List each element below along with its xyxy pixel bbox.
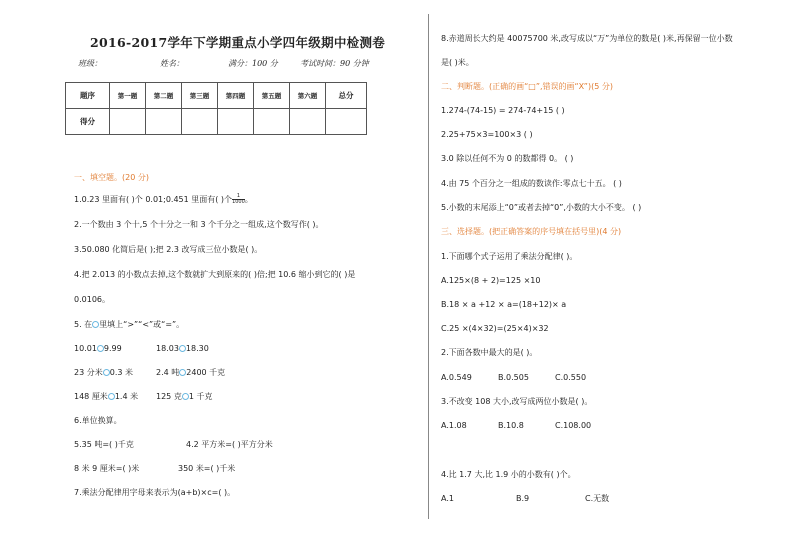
page-title: 2016-2017学年下学期重点小学四年级期中检测卷 xyxy=(90,35,386,50)
judge-item: 4.由 75 个百分之一组成的数读作:零点七十五。 ( ) xyxy=(441,179,622,188)
compare-right: 2400 千克 xyxy=(186,368,226,377)
table-cell: 得分 xyxy=(66,109,110,135)
choice-option: C.无数 xyxy=(585,494,610,503)
compare-left: 18.03 xyxy=(156,344,179,353)
question-8-line-1: 8.赤道周长大约是 40075700 米,改写成以“万”为单位的数是( )米,再保留一位小数 xyxy=(441,34,733,43)
fraction xyxy=(232,194,245,205)
choice-option: A.0.549 xyxy=(441,373,472,382)
judge-item: 2.25+75×3=100×3 ( ) xyxy=(441,130,533,139)
score-table xyxy=(65,82,367,135)
question-4-line-1: 4.把 2.013 的小数点去掉,这个数就扩大到原来的( )倍;把 10.6 缩小到它的( )是 xyxy=(74,270,356,279)
judge-item: 5.小数的末尾添上“0”或者去掉“0”,小数的大小不变。 ( ) xyxy=(441,203,642,212)
table-cell: 第四题 xyxy=(218,83,254,109)
section-fill-blank-heading: 一、填空题。(20 分) xyxy=(74,173,149,182)
table-cell: 第三题 xyxy=(182,83,218,109)
circle-icon[interactable] xyxy=(182,393,189,400)
compare-item xyxy=(156,344,209,354)
choice-option: B.18 × a +12 × a=(18+12)× a xyxy=(441,300,567,309)
section-choice-heading: 三、选择题。(把正确答案的序号填在括号里)(4 分) xyxy=(441,227,622,236)
section-true-false-heading: 二、判断题。(正确的画“□”,错误的画“X”)(5 分) xyxy=(441,82,613,91)
compare-left: 148 厘米 xyxy=(74,392,108,401)
column-divider xyxy=(428,14,429,519)
question-5 xyxy=(74,320,184,330)
unit-conversion-item: 4.2 平方米=( )平方分米 xyxy=(186,440,273,449)
full-score-label: 满分：100 分 xyxy=(228,59,278,68)
judge-item: 3.0 除以任何不为 0 的数都得 0。 ( ) xyxy=(441,154,574,163)
choice-question: 3.不改变 108 大小,改写成两位小数是( )。 xyxy=(441,397,593,406)
class-label: 班级： xyxy=(78,59,102,68)
compare-left: 23 分米 xyxy=(74,368,103,377)
compare-item xyxy=(74,368,133,378)
compare-right: 18.30 xyxy=(185,344,209,353)
score-input-cell[interactable] xyxy=(146,109,182,135)
compare-item xyxy=(156,392,212,402)
compare-left: 10.01 xyxy=(74,344,97,353)
table-cell: 第一题 xyxy=(110,83,146,109)
score-input-cell[interactable] xyxy=(326,109,367,135)
question-3: 3.50.080 化简后是( );把 2.3 改写成三位小数是( )。 xyxy=(74,245,263,254)
name-label: 姓名： xyxy=(160,59,184,68)
question-6: 6.单位换算。 xyxy=(74,416,122,425)
score-input-cell[interactable] xyxy=(218,109,254,135)
compare-left: 125 克 xyxy=(156,392,182,401)
judge-item: 1.274-(74-15) = 274-74+15 ( ) xyxy=(441,106,565,115)
question-8-line-2: 是( )米。 xyxy=(441,58,474,67)
score-input-cell[interactable] xyxy=(110,109,146,135)
choice-option: C.108.00 xyxy=(555,421,592,430)
choice-question: 1.下面哪个式子运用了乘法分配律( )。 xyxy=(441,252,578,261)
compare-item xyxy=(74,392,138,402)
score-table-header-row xyxy=(66,83,367,109)
score-input-cell[interactable] xyxy=(254,109,290,135)
question-1-end: 。 xyxy=(244,195,253,204)
choice-option: A.1.08 xyxy=(441,421,467,430)
circle-icon[interactable] xyxy=(179,345,186,352)
compare-item xyxy=(156,368,225,378)
fraction-denominator: 1000 xyxy=(232,199,245,205)
unit-conversion-item: 8 米 9 厘米=( )米 xyxy=(74,464,140,473)
question-4-line-2: 0.0106。 xyxy=(74,295,110,304)
question-7: 7.乘法分配律用字母来表示为(a+b)×c=( )。 xyxy=(74,488,236,497)
table-cell: 总分 xyxy=(326,83,367,109)
choice-option: C.25 ×(4×32)=(25×4)×32 xyxy=(441,324,549,333)
unit-conversion-item: 350 米=( )千米 xyxy=(178,464,236,473)
question-1 xyxy=(74,194,253,205)
exam-time-label: 考试时间：90 分钟 xyxy=(300,59,369,68)
question-5-instruction: 里填上“>”“<”或“=”。 xyxy=(99,320,185,329)
compare-right: 0.3 米 xyxy=(109,368,133,377)
fraction-numerator: 1 xyxy=(232,194,245,200)
table-cell: 第六题 xyxy=(290,83,326,109)
circle-icon[interactable] xyxy=(108,393,115,400)
score-input-cell[interactable] xyxy=(182,109,218,135)
circle-icon[interactable] xyxy=(97,345,104,352)
choice-question: 4.比 1.7 大,比 1.9 小的小数有( )个。 xyxy=(441,470,576,479)
compare-right: 1.4 米 xyxy=(114,392,139,401)
compare-item xyxy=(74,344,122,354)
unit-conversion-item: 5.35 吨=( )千克 xyxy=(74,440,134,449)
table-cell: 题序 xyxy=(66,83,110,109)
compare-right: 9.99 xyxy=(103,344,122,353)
question-5-text: 5. 在 xyxy=(74,320,93,329)
table-cell: 第二题 xyxy=(146,83,182,109)
choice-option: B.10.8 xyxy=(498,421,524,430)
compare-left: 2.4 吨 xyxy=(156,368,180,377)
compare-right: 1 千克 xyxy=(188,392,213,401)
score-input-cell[interactable] xyxy=(290,109,326,135)
question-2: 2.一个数由 3 个十,5 个十分之一和 3 个千分之一组成,这个数写作( )。 xyxy=(74,220,324,229)
choice-question: 2.下面各数中最大的是( )。 xyxy=(441,348,538,357)
score-table-score-row xyxy=(66,109,367,135)
choice-option: A.1 xyxy=(441,494,454,503)
table-cell: 第五题 xyxy=(254,83,290,109)
question-1-text: 1.0.23 里面有( )个 0.01;0.451 里面有( )个 xyxy=(74,195,233,204)
circle-icon[interactable] xyxy=(103,369,110,376)
choice-option: B.0.505 xyxy=(498,373,529,382)
choice-option: C.0.550 xyxy=(555,373,587,382)
choice-option: B.9 xyxy=(516,494,530,503)
choice-option: A.125×(8 + 2)=125 ×10 xyxy=(441,276,541,285)
